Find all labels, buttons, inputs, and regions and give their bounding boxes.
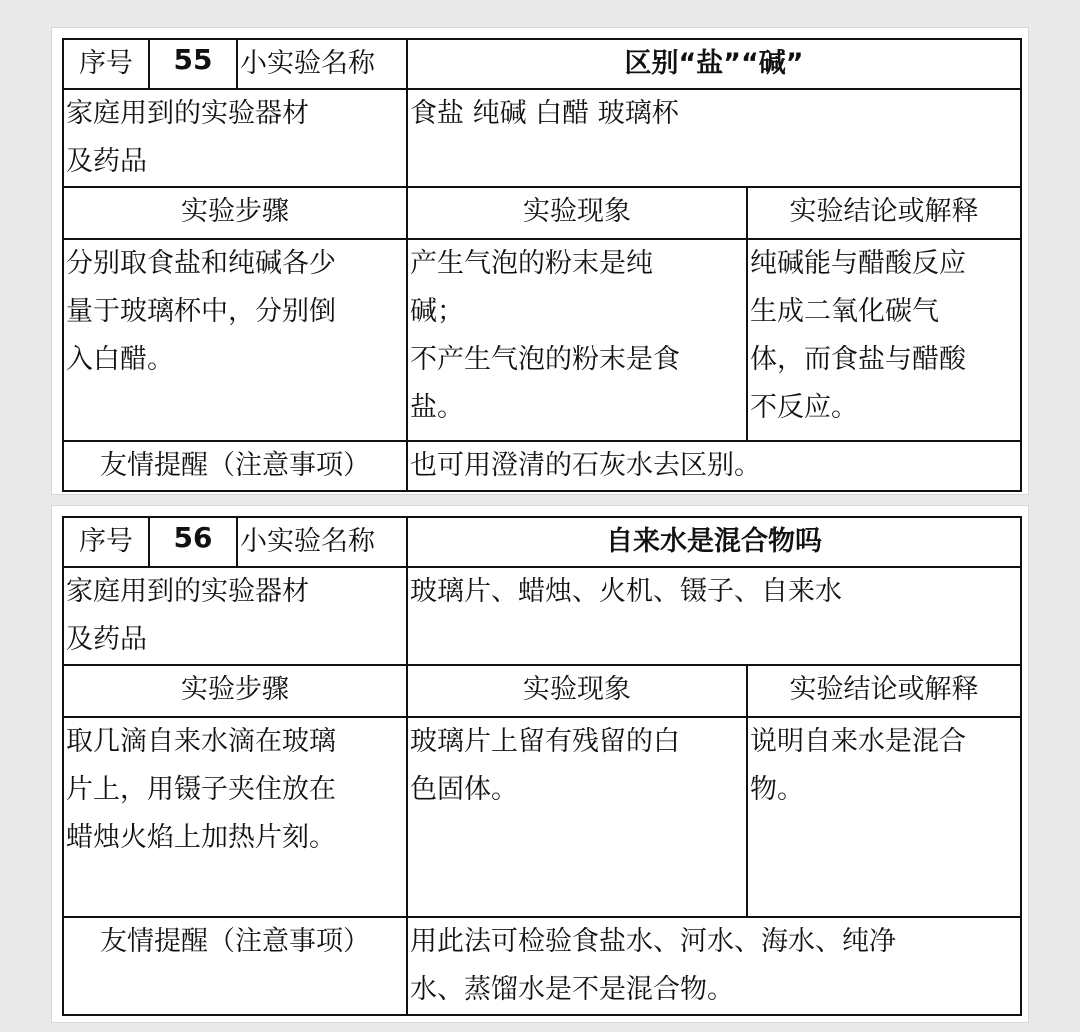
materials-value: 食盐 纯碱 白醋 玻璃杯: [407, 89, 1021, 187]
experiment-table: [62, 38, 1022, 492]
materials-value: 玻璃片、蜡烛、火机、镊子、自来水: [407, 567, 1021, 665]
materials-label: 家庭用到的实验器材 及药品: [63, 567, 407, 665]
tips-text: 也可用澄清的石灰水去区别。: [407, 441, 1021, 491]
serial-label: 序号: [63, 39, 149, 89]
steps-header: 实验步骤: [63, 187, 407, 239]
serial-label: 序号: [63, 517, 149, 567]
phenomena-text: 产生气泡的粉末是纯 碱； 不产生气泡的粉末是食 盐。: [407, 239, 747, 441]
experiment-card-56: [52, 506, 1028, 1022]
experiment-card-55: [52, 28, 1028, 494]
conclusion-header: 实验结论或解释: [747, 187, 1021, 239]
experiment-name: 自来水是混合物吗: [407, 517, 1021, 567]
phenomena-header: 实验现象: [407, 665, 747, 717]
conclusion-text: 说明自来水是混合 物。: [747, 717, 1021, 917]
conclusion-text: 纯碱能与醋酸反应 生成二氧化碳气 体，而食盐与醋酸 不反应。: [747, 239, 1021, 441]
phenomena-text: 玻璃片上留有残留的白 色固体。: [407, 717, 747, 917]
experiment-name-label: 小实验名称: [237, 517, 407, 567]
tips-label: 友情提醒（注意事项）: [63, 441, 407, 491]
experiment-table: [62, 516, 1022, 1016]
serial-number: 55: [149, 39, 237, 89]
serial-number: 56: [149, 517, 237, 567]
steps-header: 实验步骤: [63, 665, 407, 717]
tips-text: 用此法可检验食盐水、河水、海水、纯净 水、蒸馏水是不是混合物。: [407, 917, 1021, 1015]
experiment-name: 区别“盐”“碱”: [407, 39, 1021, 89]
tips-label: 友情提醒（注意事项）: [63, 917, 407, 1015]
phenomena-header: 实验现象: [407, 187, 747, 239]
steps-text: 取几滴自来水滴在玻璃 片上，用镊子夹住放在 蜡烛火焰上加热片刻。: [63, 717, 407, 917]
conclusion-header: 实验结论或解释: [747, 665, 1021, 717]
steps-text: 分别取食盐和纯碱各少 量于玻璃杯中，分别倒 入白醋。: [63, 239, 407, 441]
materials-label: 家庭用到的实验器材 及药品: [63, 89, 407, 187]
experiment-name-label: 小实验名称: [237, 39, 407, 89]
